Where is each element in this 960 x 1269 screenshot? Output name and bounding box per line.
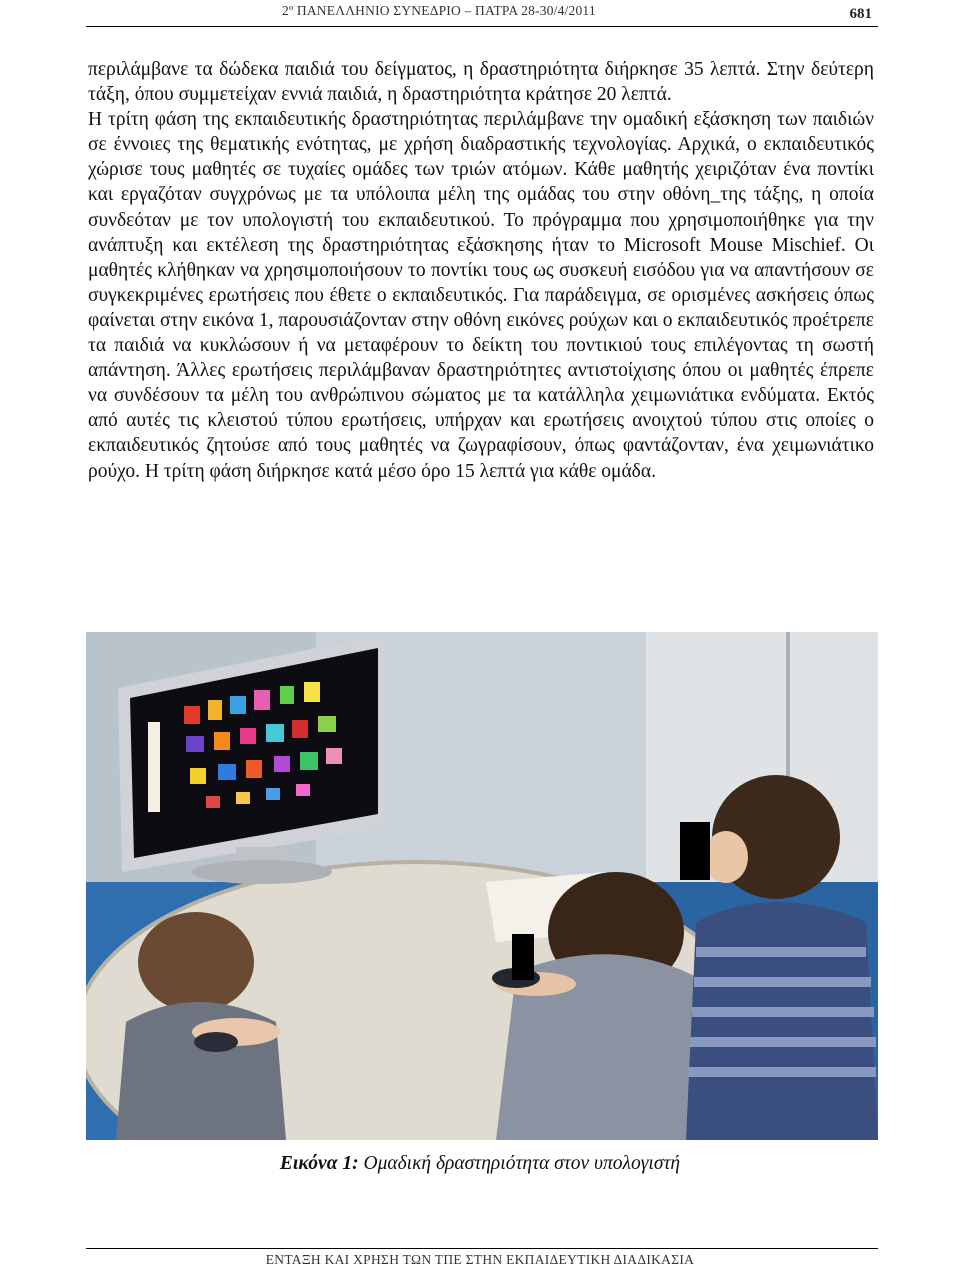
paragraph-1: περιλάμβανε τα δώδεκα παιδιά του δείγματος, η δραστηριότητα διήρκησε 35 λεπτά. Στην δεύτερη τάξη, όπου συμμετείχαν εννιά παιδιά, η δραστηριότητα κράτησε 20 λεπτά. xyxy=(88,59,874,106)
page-number: 681 xyxy=(849,6,872,22)
censor-bar xyxy=(512,934,534,980)
censor-bar xyxy=(680,822,710,880)
figure-caption xyxy=(0,1153,960,1175)
body-text xyxy=(88,57,874,484)
conference-title: 2º ΠΑΝΕΛΛΗΝΙΟ ΣΥΝΕΔΡΙΟ – ΠΑΤΡΑ 28-30/4/2011 xyxy=(282,3,596,18)
paragraph-2: Η τρίτη φάση της εκπαιδευτικής δραστηριότητας περιλάμβανε την ομαδική εξάσκηση των παιδιών σε έννοιες της θεματικής ενότητας, με χρήση διαδραστικής τεχνολογίας. Αρχικά, ο εκπαιδευτικός χώρισε τους μαθητές σε τυχαίες ομάδες των τριών ατόμων. Κάθε μαθητής χειριζόταν ένα ποντίκι και εργαζόταν συγχρόνως με τα υπόλοιπα μέλη της ομάδας του στην οθόνη_της τάξης, η οποία συνδεόταν με τον υπολογιστή του εκπαιδευτικού. Το πρόγραμμα που χρησιμοποιήθηκε για την ανάπτυξη και εκτέλεση της δραστηριότητας εξάσκησης ήταν το Microsoft Mouse Mischief. Οι μαθητές κλήθηκαν να χρησιμοποιήσουν το ποντίκι τους ως συσκευή εισόδου για να απαντήσουν σε συγκεκριμένες ερωτήσεις που έθετε ο εκπαιδευτικός. Για παράδειγμα, σε ορισμένες ασκήσεις όπως φαίνεται στην εικόνα 1, παρουσιάζονταν στην οθόνη εικόνες ρούχων και ο εκπαιδευτικός προέτρεπε τα παιδιά να κυκλώσουν ή να μεταφέρουν το δείκτη του ποντικιού τους επιλέγοντας τη σωστή απάντηση. Άλλες ερωτήσεις περιλάμβαναν δραστηριότητες αντιστοίχισης όπου οι μαθητές έπρεπε να συνδέσουν τα μέλη του ανθρώπινου σώματος με τα κατάλληλα χειμωνιάτικα ενδύματα. Εκτός από αυτές τις κλειστού τύπου ερωτήσεις, υπήρχαν και ερωτήσεις ανοιχτού τύπου στις οποίες ο εκπαιδευτικός ζητούσε από τους μαθητές να ζωγραφίσουν, όπως φαντάζονταν, ένα χειμωνιάτικο ρούχο. Η τρίτη φάση διήρκησε κατά μέσο όρο 15 λεπτά για κάθε ομάδα. xyxy=(88,109,874,482)
footer-rule xyxy=(86,1248,878,1249)
running-header xyxy=(86,0,878,27)
mouse-icon xyxy=(194,1032,238,1052)
classroom-photo xyxy=(86,632,878,1140)
caption-label: Εικόνα 1: xyxy=(279,1153,359,1174)
caption-text: Ομαδική δραστηριότητα στον υπολογιστή xyxy=(358,1153,681,1174)
figure-photo xyxy=(86,632,878,1140)
running-footer: ΕΝΤΑΞΗ ΚΑΙ ΧΡΗΣΗ ΤΩΝ ΤΠΕ ΣΤΗΝ ΕΚΠΑΙΔΕΥΤΙΚΗ ΔΙΑΔΙΚΑΣΙΑ xyxy=(265,1252,695,1267)
